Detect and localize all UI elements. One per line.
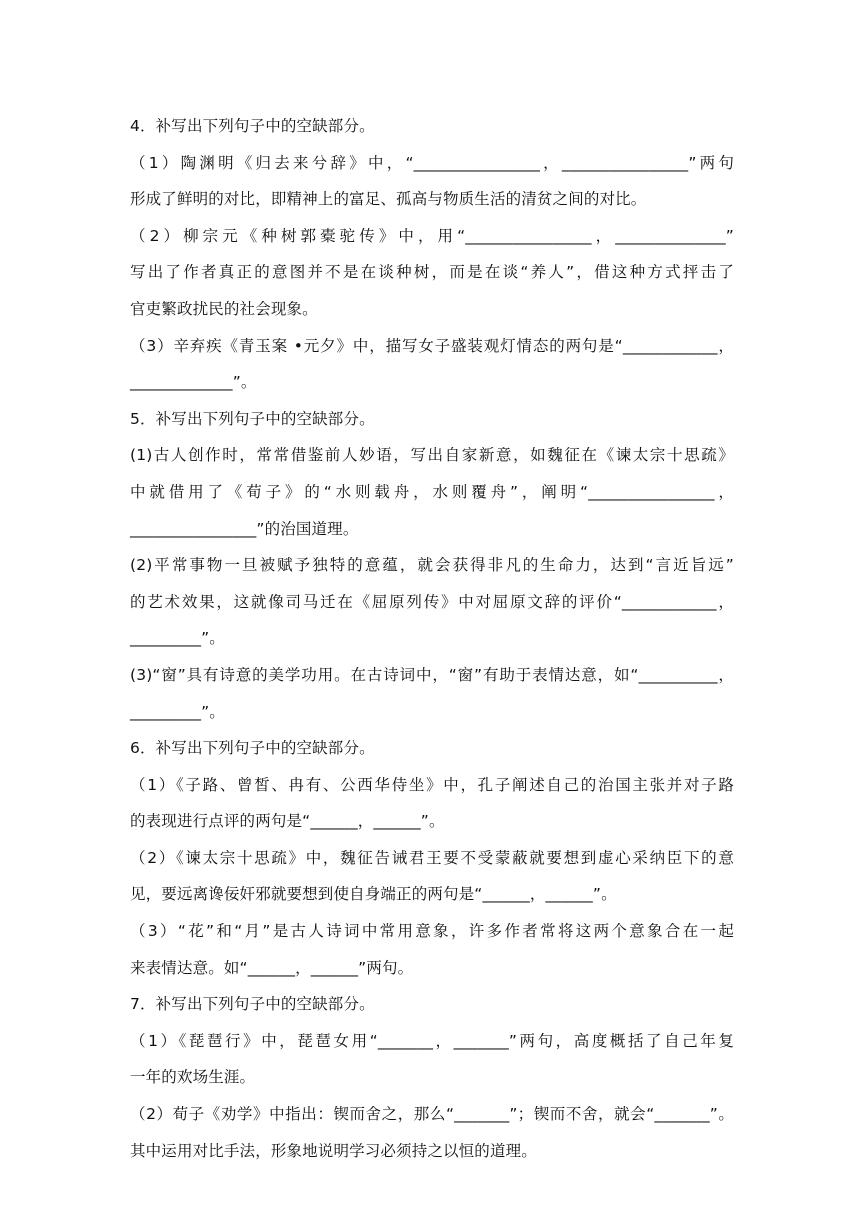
question-5-item-1-line-1: (1)古人创作时，常常借鉴前人妙语，写出自家新意，如魏征在《谏太宗十思疏》: [130, 446, 734, 465]
question-4-item-3-line-1: （3）辛弃疾《青玉案 •元夕》中，描写女子盛装观灯情态的两句是“____________，: [130, 336, 734, 355]
question-5-item-3-line-1: (3)“窗”具有诗意的美学功用。在古诗词中，“窗”有助于表情达意，如“__________，: [130, 665, 734, 684]
question-4-item-1-line-1: （1）陶渊明《归去来兮辞》中，“________________，________________”两句: [130, 153, 734, 172]
question-6-item-2-line-2: 见，要远离谗佞奸邪就要想到使自身端正的两句是“______，______”。: [130, 885, 617, 904]
document-body: [130, 108, 734, 1169]
question-4-item-1-line-2: 形成了鲜明的对比，即精神上的富足、孤高与物质生活的清贫之间的对比。: [130, 190, 647, 209]
question-6-item-1-line-2: 的表现进行点评的两句是“______，______”。: [130, 812, 445, 831]
question-7-item-2-line-1: （2）荀子《劝学》中指出：锲而舍之，那么“_______”；锲而不舍，就会“_______”。: [130, 1105, 734, 1124]
question-4-item-2-line-1: （2）柳宗元《种树郭橐驼传》中，用“________________，______________”: [130, 226, 734, 245]
question-5-item-2-line-2: 的艺术效果，这就像司马迁在《屈原列传》中对屈原文辞的评价“____________，: [130, 592, 734, 611]
question-6-item-1-line-1: （1）《子路、曾皙、冉有、公西华侍坐》中，孔子阐述自己的治国主张并对子路: [130, 775, 734, 794]
question-5-item-1-line-2: 中就借用了《荀子》的“水则载舟，水则覆舟”，阐明“________________，: [130, 482, 734, 501]
question-5-item-2-line-3: _________”。: [130, 629, 225, 648]
question-5-item-3-line-2: _________”。: [130, 702, 225, 721]
question-4-heading: 4．补写出下列句子中的空缺部分。: [130, 117, 375, 135]
question-6-item-3-line-2: 来表情达意。如“______，______”两句。: [130, 958, 414, 977]
question-7-item-2-line-2: 其中运用对比手法，形象地说明学习必须持之以恒的道理。: [130, 1141, 537, 1160]
question-5-item-1-line-3: ________________”的治国道理。: [130, 519, 359, 538]
question-7-item-1-line-2: 一年的欢场生涯。: [130, 1068, 256, 1087]
question-4-item-3-line-2: _____________”。: [130, 373, 257, 392]
question-4-item-2-line-2: 写出了作者真正的意图并不是在谈种树，而是在谈“养人”，借这种方式抨击了: [130, 263, 734, 282]
question-6-item-3-line-1: （3）“花”和“月”是古人诗词中常用意象，许多作者常将这两个意象合在一起: [130, 922, 734, 941]
question-4-item-2-line-3: 官吏繁政扰民的社会现象。: [130, 299, 318, 318]
question-5-heading: 5．补写出下列句子中的空缺部分。: [130, 409, 375, 428]
question-6-heading: 6．补写出下列句子中的空缺部分。: [130, 739, 375, 758]
question-6-item-2-line-1: （2）《谏太宗十思疏》中，魏征告诫君王要不受蒙蔽就要想到虚心采纳臣下的意: [130, 848, 734, 867]
question-7-item-1-line-1: （1）《琵琶行》中，琵琶女用“_______，_______”两句，高度概括了自己年复: [130, 1031, 734, 1050]
question-7-heading: 7．补写出下列句子中的空缺部分。: [130, 995, 375, 1014]
question-5-item-2-line-1: (2)平常事物一旦被赋予独特的意蕴，就会获得非凡的生命力，达到“言近旨远”: [130, 556, 734, 575]
